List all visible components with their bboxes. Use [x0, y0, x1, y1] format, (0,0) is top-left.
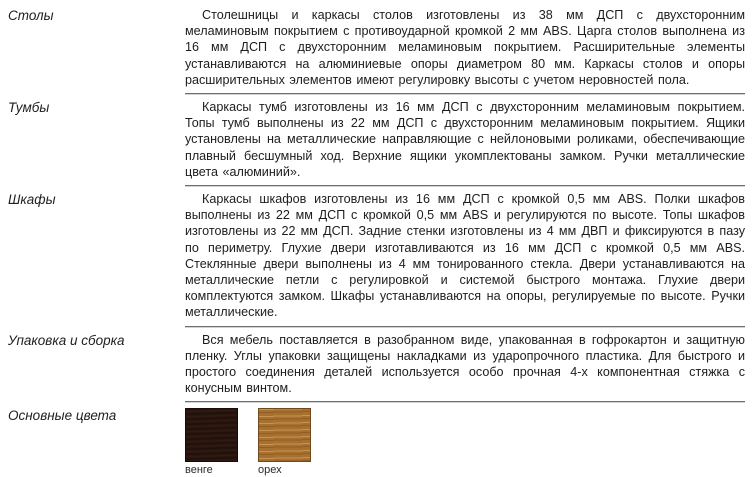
- content-column: [185, 191, 745, 321]
- section-tables: [0, 7, 756, 88]
- label-column: [0, 407, 185, 425]
- color-swatch-item-walnut: [258, 408, 311, 477]
- label-column: [0, 191, 185, 209]
- divider-row: [185, 185, 745, 187]
- section-text-tables: Столешницы и каркасы столов изготовлены из 38 мм ДСП с двухсторонним меламиновым покрытием с противоударной кромкой 2 мм ABS. Царга столов выполнена из 16 мм ДСП с двухсторонним меламиновым покрытием. Расширительные элементы устанавливаются на алюминиевые опоры диаметром 80 мм. Каркасы столов и опоры расширительных элементов имеют регулировку высоты с учетом неровностей пола.: [185, 8, 745, 87]
- section-label-packing: Упаковка и сборка: [8, 332, 125, 348]
- content-column: [185, 332, 745, 397]
- section-text-cabinets: Каркасы шкафов изготовлены из 16 мм ДСП с кромкой 0,5 мм ABS. Полки шкафов выполнены из 22 мм ДСП с кромкой 0,5 мм ABS и регулируются по высоте. Топы шкафов изготовлены из 22 мм ДСП. Задние стенки изготовлены из 4 мм ДВП и фиксируются в пазу по периметру. Глухие двери изготавливаются из 16 мм ДСП с кромкой 0,5 мм ABS. Стеклянные двери выполнены из 4 мм тонированного стекла. Двери устанавливаются на металлические петли с регулировкой и системой быстрого монтажа. Глухие двери комплектуются замком. Шкафы устанавливаются на опоры, регулируемые по высоте. Ручки металлические.: [185, 192, 745, 320]
- section-packing: [0, 332, 756, 397]
- section-pedestals: [0, 99, 756, 180]
- section-divider: [185, 401, 745, 403]
- section-label-pedestals: Тумбы: [8, 100, 50, 116]
- section-text-packing: Вся мебель поставляется в разобранном виде, упакованная в гофрокартон и защитную пленку. Углы упаковки защищены накладками из ударопрочного пластика. Для быстрого и простого соединения деталей используется особо прочная 4-х компонентная стяжка с конусным винтом.: [185, 332, 745, 396]
- color-swatch-item-wenge: [185, 408, 238, 477]
- color-swatch-wenge: [185, 408, 238, 462]
- section-colors: [0, 407, 756, 477]
- section-divider: [185, 93, 745, 95]
- section-divider: [185, 326, 745, 328]
- section-label-colors: Основные цвета: [8, 408, 117, 424]
- divider-row: [185, 401, 745, 403]
- color-swatch-group: [185, 408, 745, 477]
- section-text-pedestals: Каркасы тумб изготовлены из 16 мм ДСП с двухсторонним меламиновым покрытием. Топы тумб выполнены из 22 мм ДСП с двухсторонним меламиновым покрытием. Ящики установлены на металлические направляющие с нейлоновыми роликами, обеспечивающие плавный бесшумный ход. Верхние ящики укомплектованы замком. Ручки металлические цвета «алюминий».: [185, 100, 745, 179]
- swatch-label-wenge: венге: [185, 464, 213, 477]
- section-label-tables: Столы: [8, 8, 54, 23]
- section-cabinets: [0, 191, 756, 321]
- label-column: [0, 332, 185, 350]
- divider-row: [185, 93, 745, 95]
- label-column: [0, 99, 185, 117]
- swatch-label-walnut: орех: [258, 464, 282, 477]
- content-column: [185, 7, 745, 88]
- content-column: [185, 407, 745, 477]
- divider-row: [185, 326, 745, 328]
- label-column: [0, 7, 185, 25]
- color-swatch-walnut: [258, 408, 311, 462]
- section-divider: [185, 185, 745, 187]
- section-label-cabinets: Шкафы: [8, 192, 56, 208]
- content-column: [185, 99, 745, 180]
